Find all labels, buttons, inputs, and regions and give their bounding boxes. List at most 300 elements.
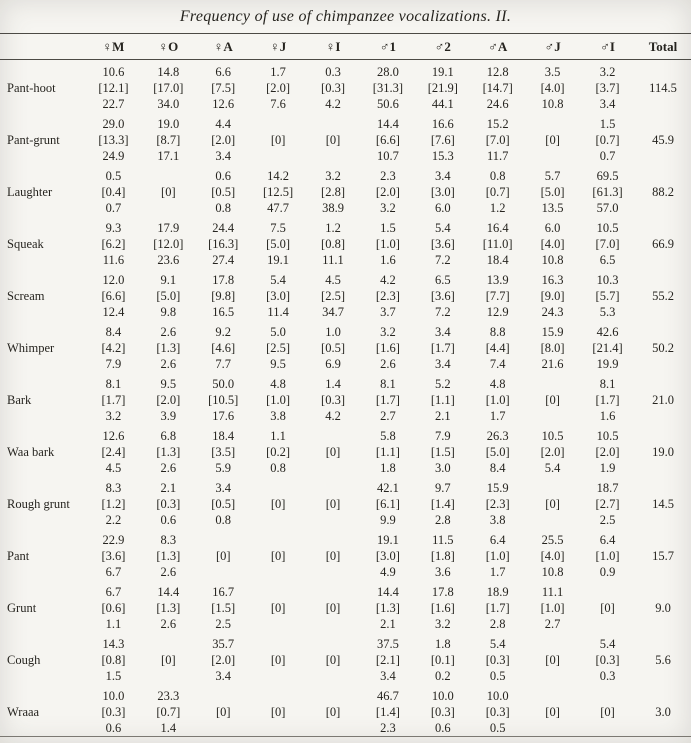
row-wraaa-top	[0, 684, 691, 704]
bracket-value-cell: [0.3]	[485, 653, 510, 667]
bracket-value-cell: [0]	[215, 705, 231, 719]
value-cell: 4.2	[325, 409, 341, 423]
value-cell: 15.9	[541, 325, 564, 339]
row-grunt-bottom	[0, 616, 691, 632]
value-cell: 10.8	[541, 565, 564, 579]
value-cell: 2.3	[380, 169, 396, 183]
value-cell	[525, 148, 580, 164]
bracket-value-cell: [1.8]	[430, 549, 455, 563]
value-cell: 3.8	[270, 409, 286, 423]
row-total: 88.2	[652, 185, 674, 199]
value-cell	[196, 564, 251, 580]
value-cell: 3.9	[160, 409, 177, 423]
bracket-value-cell: [16.3]	[208, 237, 239, 251]
row-total: 55.2	[652, 289, 674, 303]
bracket-value-cell: [4.0]	[540, 81, 565, 95]
value-cell	[525, 476, 580, 496]
value-cell: 1.5	[105, 669, 122, 683]
bracket-value-cell: [6.6]	[101, 289, 126, 303]
value-cell: 23.6	[157, 253, 180, 267]
bracket-value-cell: [0]	[325, 705, 341, 719]
bracket-value-cell: [0]	[270, 497, 286, 511]
value-cell: 3.4	[215, 149, 232, 163]
row-whimper-bottom	[0, 356, 691, 372]
bracket-value-cell: [4.0]	[540, 237, 565, 251]
bracket-value-cell: [14.7]	[482, 81, 513, 95]
value-cell	[306, 512, 361, 528]
value-cell	[251, 684, 306, 704]
value-cell: 19.1	[431, 65, 454, 79]
value-cell: 22.9	[102, 533, 125, 547]
value-cell: 6.7	[105, 585, 122, 599]
value-cell: 14.4	[157, 585, 180, 599]
value-cell: 6.9	[325, 357, 341, 371]
bracket-value-cell: [1.0]	[485, 549, 510, 563]
row-total: 3.0	[655, 705, 671, 719]
bracket-value-cell: [0]	[600, 705, 615, 719]
value-cell: 5.4	[489, 637, 506, 651]
value-cell	[306, 112, 361, 132]
bracket-value-cell: [0.3]	[321, 393, 345, 407]
value-cell: 1.7	[489, 409, 506, 423]
column-header: ♀M	[86, 34, 141, 60]
value-cell: 4.8	[270, 377, 286, 391]
bracket-value-cell: [0.7]	[156, 705, 181, 719]
bracket-value-cell: [0]	[325, 497, 341, 511]
bracket-value-cell: [3.0]	[266, 289, 291, 303]
value-cell	[306, 528, 361, 548]
value-cell: 15.3	[431, 149, 454, 163]
table-title: Frequency of use of chimpanzee vocalizations. II.	[179, 8, 512, 25]
bracket-value-cell: [2.4]	[101, 445, 126, 459]
value-cell: 11.6	[102, 253, 125, 267]
bracket-value-cell: [0.7]	[595, 133, 620, 147]
value-cell: 11.4	[267, 305, 289, 319]
value-cell: 4.9	[380, 565, 396, 579]
value-cell: 5.4	[599, 637, 616, 651]
value-cell: 3.5	[544, 65, 561, 79]
value-cell	[251, 668, 306, 684]
value-cell: 1.1	[270, 429, 286, 443]
value-cell: 3.4	[215, 669, 232, 683]
value-cell	[251, 564, 306, 580]
bracket-value-cell: [11.0]	[482, 237, 513, 251]
row-bark-top	[0, 372, 691, 392]
value-cell: 2.8	[434, 513, 451, 527]
value-cell: 15.9	[486, 481, 509, 495]
bracket-value-cell: [9.8]	[211, 289, 236, 303]
value-cell	[306, 564, 361, 580]
value-cell: 11.1	[541, 585, 564, 599]
bracket-value-cell: [1.4]	[430, 497, 455, 511]
bracket-value-cell: [0.3]	[485, 705, 510, 719]
bracket-value-cell: [0]	[545, 393, 560, 407]
value-cell: 17.1	[157, 149, 180, 163]
value-cell: 1.5	[380, 221, 396, 235]
row-total: 114.5	[649, 81, 677, 95]
row-label: Cough	[7, 653, 41, 667]
value-cell	[196, 684, 251, 704]
value-cell: 7.9	[434, 429, 451, 443]
value-cell	[306, 424, 361, 444]
value-cell	[306, 148, 361, 164]
value-cell: 2.5	[215, 617, 232, 631]
row-bark-bracketed	[0, 392, 691, 408]
row-wraaa-bracketed	[0, 704, 691, 720]
value-cell: 5.2	[434, 377, 451, 391]
value-cell: 3.2	[599, 65, 616, 79]
value-cell: 18.4	[486, 253, 509, 267]
value-cell: 2.6	[160, 357, 177, 371]
value-cell: 0.8	[215, 513, 232, 527]
value-cell: 14.2	[267, 169, 290, 183]
bracket-value-cell: [0]	[545, 653, 560, 667]
row-pant-bottom	[0, 564, 691, 580]
bracket-value-cell: [1.0]	[266, 393, 291, 407]
value-cell: 2.6	[160, 325, 177, 339]
row-laughter-bracketed	[0, 184, 691, 200]
value-cell: 6.8	[160, 429, 177, 443]
value-cell: 5.4	[434, 221, 451, 235]
value-cell: 12.6	[102, 429, 125, 443]
value-cell: 8.1	[599, 377, 616, 391]
row-waa-bark-bracketed	[0, 444, 691, 460]
value-cell: 35.7	[212, 637, 235, 651]
value-cell: 10.0	[102, 689, 125, 703]
bracket-value-cell: [2.3]	[485, 497, 510, 511]
bracket-value-cell: [1.0]	[595, 549, 620, 563]
bracket-value-cell: [2.3]	[375, 289, 400, 303]
bracket-value-cell: [0.5]	[211, 497, 236, 511]
value-cell: 42.1	[376, 481, 399, 495]
row-label: Pant	[7, 549, 30, 563]
value-cell: 12.0	[102, 273, 125, 287]
column-header: ♂A	[470, 34, 525, 60]
value-cell: 19.1	[376, 533, 399, 547]
value-cell: 0.7	[105, 201, 122, 215]
column-header: ♂J	[525, 34, 580, 60]
row-pant-hoot-bracketed	[0, 80, 691, 96]
value-cell	[251, 148, 306, 164]
value-cell: 2.1	[434, 409, 451, 423]
value-cell: 10.3	[596, 273, 619, 287]
value-cell: 11.7	[486, 149, 509, 163]
value-cell	[196, 720, 251, 737]
bracket-value-cell: [1.1]	[375, 445, 400, 459]
bracket-value-cell: [1.3]	[156, 549, 181, 563]
row-total: 45.9	[652, 133, 674, 147]
value-cell: 18.4	[212, 429, 235, 443]
value-cell: 3.2	[434, 617, 451, 631]
value-cell: 2.1	[380, 617, 396, 631]
value-cell	[580, 616, 635, 632]
value-cell: 18.7	[596, 481, 619, 495]
value-cell: 2.3	[380, 721, 396, 735]
bracket-value-cell: [1.7]	[375, 393, 400, 407]
row-bark-bottom	[0, 408, 691, 424]
bracket-value-cell: [0]	[600, 601, 615, 615]
value-cell: 9.9	[380, 513, 396, 527]
value-cell	[525, 372, 580, 392]
value-cell: 0.9	[599, 565, 616, 579]
bracket-value-cell: [1.4]	[375, 705, 400, 719]
value-cell: 8.1	[105, 377, 122, 391]
value-cell: 3.2	[380, 201, 396, 215]
row-cough-bottom	[0, 668, 691, 684]
value-cell: 6.0	[544, 221, 561, 235]
value-cell: 16.5	[212, 305, 235, 319]
value-cell: 14.3	[102, 637, 125, 651]
value-cell	[306, 720, 361, 737]
bracket-value-cell: [12.0]	[153, 237, 184, 251]
value-cell: 19.1	[267, 253, 290, 267]
value-cell: 1.6	[599, 409, 616, 423]
bracket-value-cell: [1.7]	[101, 393, 126, 407]
value-cell: 6.4	[489, 533, 506, 547]
bracket-value-cell: [2.0]	[540, 445, 565, 459]
bracket-value-cell: [1.6]	[375, 341, 400, 355]
row-label: Rough grunt	[7, 497, 70, 511]
value-cell: 2.7	[380, 409, 396, 423]
value-cell	[525, 112, 580, 132]
bracket-value-cell: [0]	[270, 549, 286, 563]
row-label: Whimper	[7, 341, 55, 355]
value-cell: 1.9	[599, 461, 616, 475]
row-total: 15.7	[652, 549, 674, 563]
bracket-value-cell: [0]	[270, 653, 286, 667]
value-cell: 16.7	[212, 585, 235, 599]
bracket-value-cell: [0]	[161, 185, 176, 199]
column-header: ♂I	[580, 34, 635, 60]
row-squeak-bottom	[0, 252, 691, 268]
value-cell: 17.8	[431, 585, 454, 599]
value-cell: 34.0	[157, 97, 180, 111]
row-grunt-top	[0, 580, 691, 600]
value-cell: 19.0	[157, 117, 180, 131]
value-cell: 5.0	[270, 325, 286, 339]
column-header: ♀J	[251, 34, 306, 60]
row-scream-bottom	[0, 304, 691, 320]
value-cell: 21.6	[541, 357, 564, 371]
value-cell: 9.7	[434, 481, 451, 495]
bracket-value-cell: [4.4]	[485, 341, 510, 355]
value-cell: 3.2	[380, 325, 396, 339]
bracket-value-cell: [2.0]	[595, 445, 620, 459]
value-cell: 3.2	[325, 169, 341, 183]
bracket-value-cell: [5.7]	[595, 289, 620, 303]
value-cell: 2.1	[160, 481, 177, 495]
row-label: Pant-hoot	[7, 81, 56, 95]
value-cell: 19.9	[596, 357, 619, 371]
row-total: 21.0	[652, 393, 674, 407]
row-label: Grunt	[7, 601, 37, 615]
value-cell: 6.5	[599, 253, 616, 267]
value-cell: 3.4	[215, 481, 232, 495]
bracket-value-cell: [5.0]	[540, 185, 565, 199]
value-cell: 9.5	[160, 377, 177, 391]
value-cell: 2.6	[160, 461, 177, 475]
value-cell	[141, 164, 196, 184]
bracket-value-cell: [6.1]	[375, 497, 400, 511]
bracket-value-cell: [61.3]	[592, 185, 623, 199]
value-cell: 6.7	[105, 565, 122, 579]
value-cell: 14.4	[376, 585, 399, 599]
bracket-value-cell: [3.6]	[430, 289, 455, 303]
bracket-value-cell: [7.0]	[595, 237, 620, 251]
value-cell: 10.7	[376, 149, 399, 163]
value-cell: 1.7	[489, 565, 506, 579]
value-cell: 16.3	[541, 273, 564, 287]
bracket-value-cell: [1.7]	[485, 601, 510, 615]
value-cell: 8.3	[105, 481, 122, 495]
bracket-value-cell: [0.3]	[156, 497, 181, 511]
value-cell: 12.4	[102, 305, 125, 319]
value-cell: 1.2	[325, 221, 341, 235]
vocalization-frequency-table	[0, 33, 691, 737]
row-squeak-top	[0, 216, 691, 236]
value-cell: 47.7	[267, 201, 290, 215]
value-cell: 1.5	[599, 117, 616, 131]
value-cell: 10.8	[541, 253, 564, 267]
value-cell: 0.5	[489, 669, 506, 683]
row-rough-grunt-top	[0, 476, 691, 496]
column-header: ♀I	[306, 34, 361, 60]
value-cell: 16.6	[431, 117, 454, 131]
value-cell: 0.6	[160, 513, 177, 527]
value-cell: 4.4	[215, 117, 232, 131]
value-cell: 0.8	[489, 169, 506, 183]
bracket-value-cell: [21.4]	[592, 341, 623, 355]
value-cell	[525, 720, 580, 737]
value-cell: 7.2	[434, 305, 451, 319]
value-cell: 3.2	[105, 409, 122, 423]
value-cell: 6.6	[215, 65, 232, 79]
bracket-value-cell: [31.3]	[372, 81, 403, 95]
value-cell: 17.6	[212, 409, 235, 423]
value-cell: 7.7	[215, 357, 232, 371]
row-squeak-bracketed	[0, 236, 691, 252]
value-cell: 17.8	[212, 273, 235, 287]
value-cell: 5.7	[544, 169, 561, 183]
bracket-value-cell: [2.0]	[211, 133, 236, 147]
value-cell: 11.5	[432, 533, 454, 547]
value-cell: 27.4	[212, 253, 235, 267]
bracket-value-cell: [12.5]	[263, 185, 294, 199]
row-label: Waa bark	[7, 445, 55, 459]
value-cell: 9.5	[270, 357, 286, 371]
value-cell	[251, 616, 306, 632]
bracket-value-cell: [3.0]	[375, 549, 400, 563]
value-cell: 0.6	[215, 169, 232, 183]
value-cell	[525, 408, 580, 424]
table-header	[0, 34, 691, 60]
row-total: 9.0	[655, 601, 671, 615]
row-pant-grunt-bottom	[0, 148, 691, 164]
bracket-value-cell: [1.6]	[430, 601, 455, 615]
bracket-value-cell: [7.5]	[211, 81, 236, 95]
bracket-value-cell: [3.7]	[595, 81, 620, 95]
value-cell: 9.3	[105, 221, 122, 235]
value-cell	[251, 580, 306, 600]
bracket-value-cell: [3.5]	[211, 445, 236, 459]
bracket-value-cell: [5.0]	[266, 237, 291, 251]
value-cell: 13.5	[541, 201, 564, 215]
column-header: ♂1	[360, 34, 415, 60]
value-cell: 10.5	[596, 429, 619, 443]
bracket-value-cell: [2.1]	[375, 653, 400, 667]
bracket-value-cell: [1.5]	[430, 445, 455, 459]
bracket-value-cell: [0.1]	[430, 653, 455, 667]
value-cell: 11.1	[322, 253, 344, 267]
row-label: Scream	[7, 289, 45, 303]
header-row	[0, 34, 691, 60]
bracket-value-cell: [1.2]	[101, 497, 126, 511]
bracket-value-cell: [0]	[270, 601, 286, 615]
value-cell: 2.8	[489, 617, 506, 631]
value-cell: 8.4	[489, 461, 506, 475]
bracket-value-cell: [0.8]	[321, 237, 345, 251]
row-laughter-top	[0, 164, 691, 184]
bracket-value-cell: [7.7]	[485, 289, 510, 303]
value-cell: 57.0	[596, 201, 619, 215]
row-pant-grunt-top	[0, 112, 691, 132]
value-cell: 0.7	[599, 149, 616, 163]
row-pant-top	[0, 528, 691, 548]
value-cell: 10.5	[541, 429, 564, 443]
value-cell: 2.6	[160, 565, 177, 579]
bracket-value-cell: [1.3]	[156, 601, 181, 615]
row-label: Bark	[7, 393, 32, 407]
bracket-value-cell: [7.6]	[430, 133, 455, 147]
value-cell	[141, 668, 196, 684]
value-cell	[306, 580, 361, 600]
bracket-value-cell: [2.0]	[266, 81, 291, 95]
value-cell: 24.4	[212, 221, 235, 235]
bracket-value-cell: [1.0]	[540, 601, 565, 615]
value-cell: 38.9	[322, 201, 344, 215]
value-cell: 9.2	[215, 325, 232, 339]
value-cell: 4.2	[325, 97, 341, 111]
value-cell: 69.5	[596, 169, 619, 183]
value-cell: 3.7	[380, 305, 396, 319]
value-cell: 2.5	[599, 513, 616, 527]
row-scream-top	[0, 268, 691, 288]
row-pant-bracketed	[0, 548, 691, 564]
bracket-value-cell: [0]	[325, 601, 341, 615]
bracket-value-cell: [1.1]	[430, 393, 455, 407]
value-cell: 12.8	[486, 65, 509, 79]
value-cell: 4.2	[380, 273, 396, 287]
bracket-value-cell: [2.8]	[321, 185, 345, 199]
bracket-value-cell: [0]	[270, 705, 286, 719]
value-cell	[306, 616, 361, 632]
bracket-value-cell: [0]	[215, 549, 231, 563]
row-pant-hoot-top	[0, 60, 691, 81]
value-cell	[306, 668, 361, 684]
value-cell: 0.8	[270, 461, 286, 475]
value-cell: 3.4	[434, 357, 451, 371]
bracket-value-cell: [0]	[545, 705, 560, 719]
row-total: 66.9	[652, 237, 674, 251]
value-cell: 10.0	[431, 689, 454, 703]
bracket-value-cell: [1.7]	[430, 341, 455, 355]
value-cell: 0.5	[105, 169, 122, 183]
bracket-value-cell: [12.1]	[98, 81, 129, 95]
bracket-value-cell: [2.0]	[156, 393, 181, 407]
value-cell: 1.6	[380, 253, 396, 267]
row-rough-grunt-bracketed	[0, 496, 691, 512]
header-spacer	[0, 34, 86, 60]
